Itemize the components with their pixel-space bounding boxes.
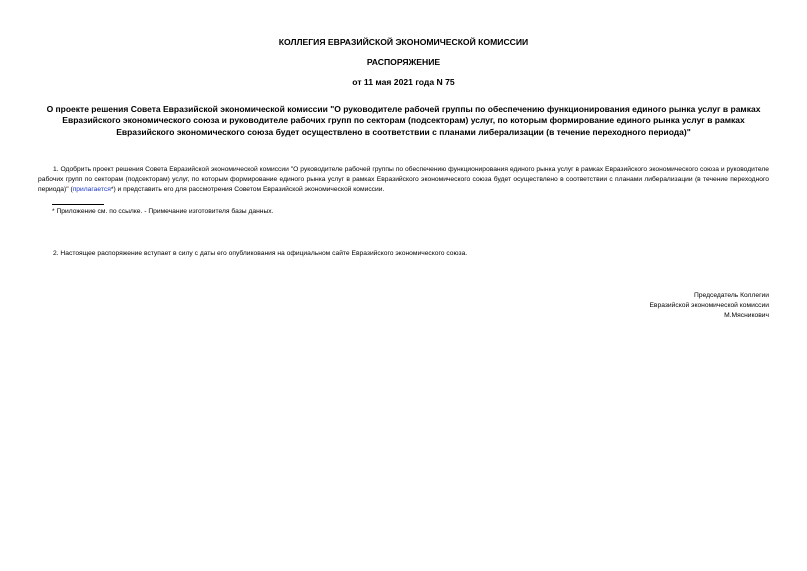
document-date: от 11 мая 2021 года N 75 — [352, 77, 455, 87]
signature-organization: Евразийской экономической комиссии — [649, 302, 769, 309]
paragraph-1 — [38, 165, 769, 195]
organization-heading: КОЛЛЕГИЯ ЕВРАЗИЙСКОЙ ЭКОНОМИЧЕСКОЙ КОМИССИИ — [278, 37, 529, 47]
signature-position: Председатель Коллегии — [693, 292, 769, 299]
signature-name: М.Мясникович — [724, 312, 769, 319]
document-type: РАСПОРЯЖЕНИЕ — [366, 57, 441, 67]
paragraph-2: 2. Настоящее распоряжение вступает в силу с даты его опубликования на официальном сайте Евразийского экономического союза. — [53, 250, 468, 257]
footnote-divider — [52, 204, 104, 205]
attachment-link[interactable]: прилагается — [72, 186, 111, 193]
paragraph-1-text-end: *) и представить его для рассмотрения Советом Евразийской экономической комиссии. — [110, 186, 385, 193]
document-title: О проекте решения Совета Евразийской экономической комиссии "О руководителе рабочей группы по обеспечению функционирования единого рынка услуг в рамках Евразийского экономического союза и руководителе рабочих групп по секторам (подсекторам) услуг, по которым формирование единого рынка услуг в рамках Евразийского экономического союза будет осуществлено в соответствии с планами либерализации (в течение переходного периода)" — [46, 104, 761, 137]
footnote: * Приложение см. по ссылке. - Примечание изготовителя базы данных. — [52, 208, 274, 215]
paragraph-1-text-start: 1. Одобрить проект решения Совета Евразийской экономической комиссии "О руководителе рабочей группы по обеспечению функционирования единого рынка услуг в рамках Евразийского экономического союза и руководителе рабочих групп по секторам (подсекторам) услуг, по которым формирование единого рынка услуг в рамках Евразийского экономического союза будет осуществлено в соответствии с планами либерализации (в течение переходного периода)" ( — [38, 166, 769, 193]
